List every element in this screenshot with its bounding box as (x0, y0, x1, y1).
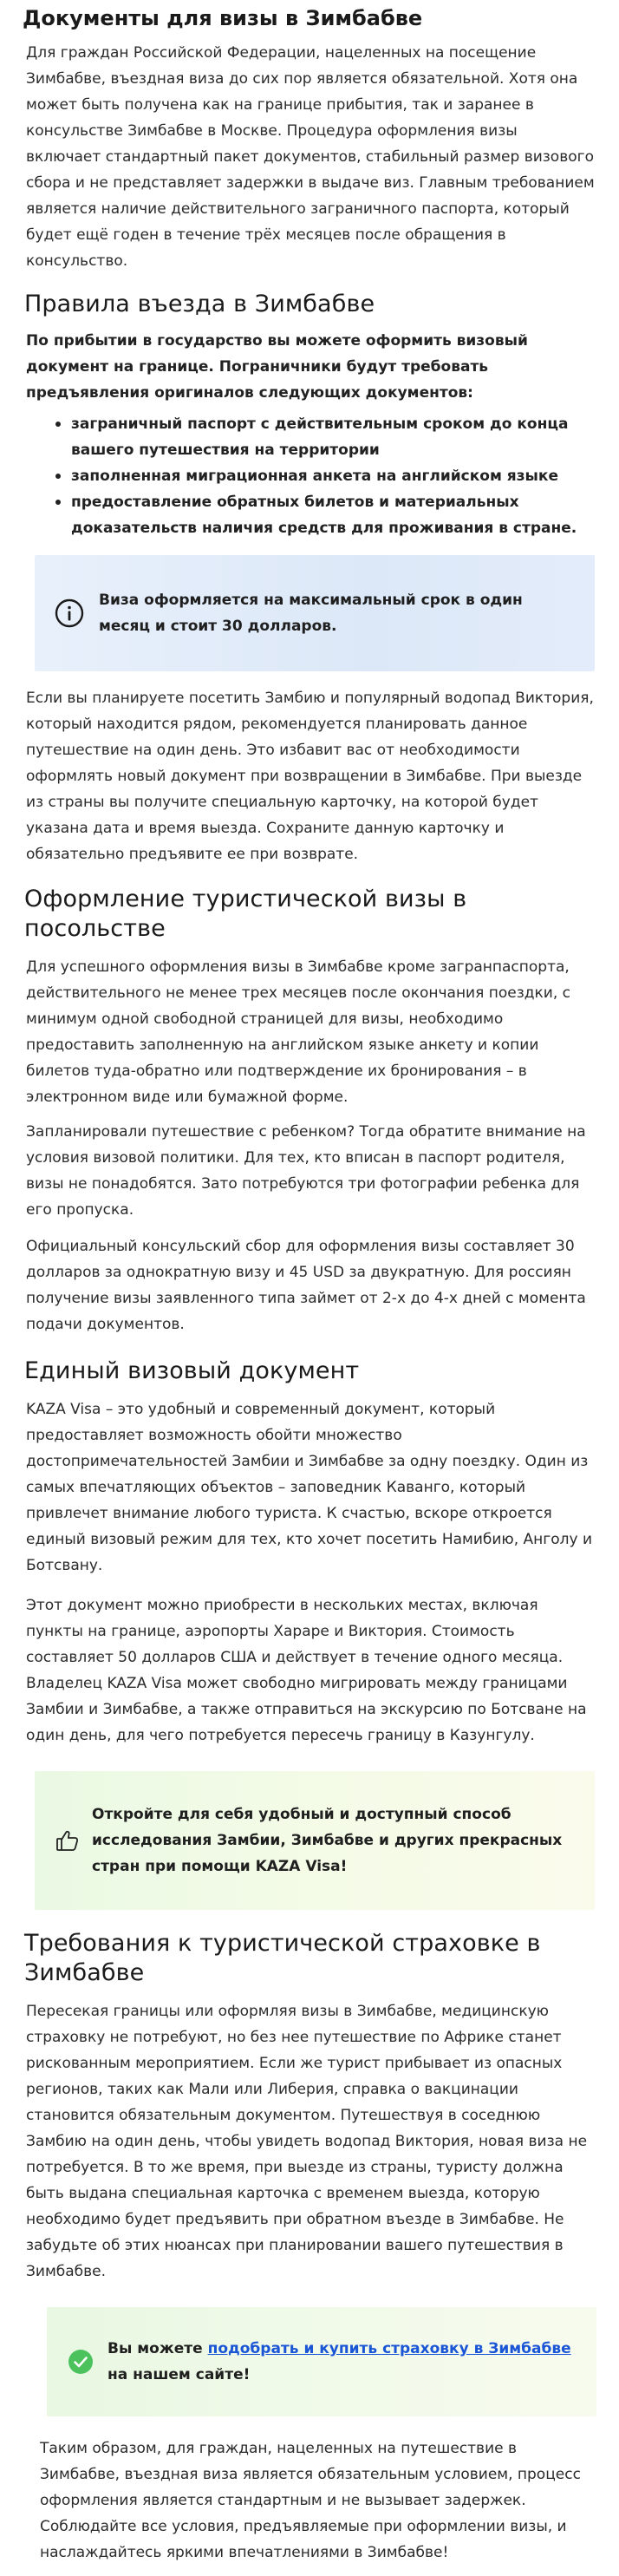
entry-rules-lead: По прибытии в государство вы можете оформить визовый документ на границе. Пограничники будут требовать предъявления оригиналов следующих документов: (26, 332, 528, 402)
documents-list (23, 406, 598, 541)
info-callout (35, 555, 595, 671)
consular-fee-paragraph: Официальный консульский сбор для оформления визы составляет 30 долларов за однократную визу и 45 USD за двукратную. Для россиян получение визы заявленного типа займет от 2-х до 4-х дней с момента подачи документов. (26, 1238, 586, 1333)
info-icon (52, 596, 87, 631)
conclusion-paragraph: Таким образом, для граждан, нацеленных на путешествие в Зимбабве, въездная виза является обязательным условием, процесс оформления является стандартным и не вызывает задержек. Соблюдайте все условия, предъявляемые при оформлении визы, и наслаждайтесь яркими впечатлениями в Зимбабве! (40, 2440, 581, 2561)
section-title-tourist-visa: Оформление туристической визы в посольстве (24, 886, 467, 942)
insurance-paragraph: Пересекая границы или оформляя визы в Зимбабве, медицинскую страховку не потребуют, но без нее путешествие по Африке станет рискованным мероприятием. Если же турист прибывает из опасных регионов, таких как Мали или Либерия, справка о вакцинации становится обязательным документом. Путешествуя в соседнюю Замбию на один день, чтобы увидеть водопад Виктория, новая виза не потребуется. В то же время, при выезде из страны, туристу должна быть выдана специальная карточка с временем выезда, которую необходимо будет предъявить при обратном въезде в Зимбабве. Не забудьте об этих нюансах при планировании вашего путешествия в Зимбабве. (26, 2003, 588, 2280)
intro-paragraph: Для граждан Российской Федерации, нацеленных на посещение Зимбабве, въездная виза до сих пор является обязательной. Хотя она может быть получена как на границе прибытия, так и заранее в консульстве Зимбабве в Москве. Процедура оформления визы включает стандартный пакет документов, стабильный размер визового сбора и не представляет задержки в выдаче виз. Главным требованием является наличие действительного заграничного паспорта, который будет ещё годен в течение трёх месяцев после обращения в консульство. (26, 44, 595, 270)
main-title: Документы для визы в Зимбабве (23, 6, 423, 30)
insurance-link[interactable]: подобрать и купить страховку в Зимбабве (207, 2340, 571, 2357)
check-circle-icon (66, 2347, 95, 2377)
section-title-insurance: Требования к туристической страховке в Зимбабве (24, 1930, 541, 1986)
insurance-callout-suffix: на нашем сайте! (108, 2366, 251, 2383)
section-title-kaza: Единый визовый документ (24, 1357, 360, 1384)
list-item: предоставление обратных билетов и материальных доказательств наличия средств для проживания в стране. (55, 489, 598, 541)
kaza-callout (35, 1771, 595, 1910)
list-item: заграничный паспорт с действительным сроком до конца вашего путешествия на территории (55, 411, 598, 463)
kaza-callout-text: Откройте для себя удобный и доступный способ исследования Замбии, Зимбабве и других прекрасных стран при помощи KAZA Visa! (92, 1806, 563, 1875)
insurance-callout (47, 2307, 596, 2416)
list-item: заполненная миграционная анкета на английском языке (55, 463, 598, 489)
section-title-entry-rules: Правила въезда в Зимбабве (24, 291, 375, 317)
insurance-callout-text (108, 2336, 577, 2388)
thumbs-up-icon (54, 1827, 81, 1854)
child-visa-paragraph: Запланировали путешествие с ребенком? Тогда обратите внимание на условия визовой политики. Для тех, кто вписан в паспорт родителя, визы не понадобятся. Зато потребуются три фотографии ребенка для его пропуска. (26, 1123, 586, 1219)
kaza-purchase-paragraph: Этот документ можно приобрести в нескольких местах, включая пункты на границе, аэропорты Хараре и Виктория. Стоимость составляет 50 долларов США и действует в течение одного месяца. Владелец KAZA Visa может свободно мигрировать между границами Замбии и Зимбабве, а также отправиться на экскурсию по Ботсване на один день, для чего потребуется пересечь границу в Казунгулу. (26, 1597, 587, 1744)
kaza-paragraph: KAZA Visa – это удобный и современный документ, который предоставляет возможность обойти множество достопримечательностей Замбии и Зимбабве за одну поездку. Один из самых впечатляющих объектов – заповедник Каванго, который привлечет внимание любого туриста. К счастью, вскоре откроется единый визовый режим для тех, кто хочет посетить Намибию, Анголу и Ботсвану. (26, 1401, 592, 1574)
zambia-note-paragraph: Если вы планируете посетить Замбию и популярный водопад Виктория, который находится рядом, рекомендуется планировать данное путешествие на один день. Это избавит вас от необходимости оформлять новый документ при возвращении в Зимбабве. При выезде из страны вы получите специальную карточку, на которой будет указана дата и время выезда. Сохраните данную карточку и обязательно предъявите ее при возврате. (26, 690, 594, 863)
info-callout-text: Виза оформляется на максимальный срок в один месяц и стоит 30 долларов. (99, 592, 523, 635)
insurance-callout-prefix: Вы можете (108, 2340, 208, 2357)
tourist-visa-paragraph: Для успешного оформления визы в Зимбабве кроме загранпаспорта, действительного не менее трех месяцев после окончания поездки, с минимум одной свободной страницей для визы, необходимо предоставить заполненную на английском языке анкету и копии билетов туда-обратно или подтверждение их бронирования – в электронном виде или бумажной форме. (26, 958, 570, 1106)
